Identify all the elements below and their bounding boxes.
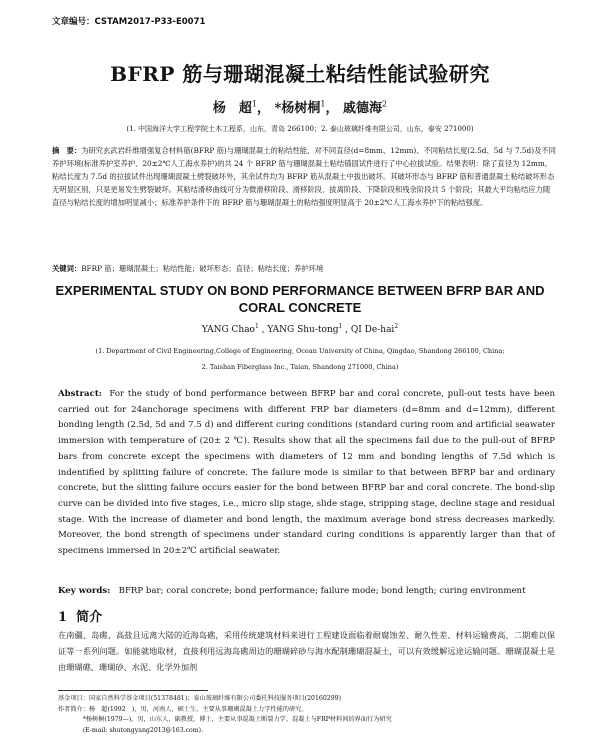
footnotes <box>58 694 555 736</box>
footnote-divider <box>58 690 208 691</box>
abstract-label: Abstract: <box>58 389 102 399</box>
footnote-line: *杨树桐(1979—)，男，山东人，副教授，博士，主要从事混凝土断裂力学、混凝土与FRP材料间的界面行为研究 <box>58 716 392 723</box>
english-abstract <box>58 387 555 560</box>
footnote-line: (E-mail: shutongyang2013@163.com). <box>58 726 204 734</box>
section-body-text: 在南疆、岛礁、高盐且远离大陆的近海岛礁，采用传统建筑材料来进行工程建设面临着耐腐蚀差、耐久性差、材料运输费高、二期难以保证等一系列问题。如能就地取材，直接利用远海岛礁周边的珊瑚碎砂与海水配制珊瑚混凝土，可以有效缓解远途运输问题。珊瑚混凝土是由珊瑚礁、珊瑚砂、水泥、化学外加剂 <box>58 630 555 672</box>
author-name: YANG Chao <box>201 325 255 335</box>
author-affiliation-mark: 1 <box>320 99 326 109</box>
footnote-line: 基金项目：国家自然科学基金项目(51378481)；泰山玻璃纤维有限公司委托科技服务项目(20160299) <box>58 695 342 702</box>
english-authors: YANG Chao$^1$ , YANG Shu-tong$^1$ , QI De-hai$^2$ <box>201 323 399 335</box>
chinese-abstract <box>52 144 557 209</box>
abstract-label: 摘 要： <box>52 146 82 155</box>
section-title: 简介 <box>76 610 103 625</box>
chinese-affiliation: (1. 中国海洋大学工程学院土木工程系，山东，青岛 266100；2. 泰山玻璃纤维有限公司，山东，泰安 271000) <box>126 125 474 133</box>
keywords-label: Key words: <box>58 586 111 596</box>
english-affiliation <box>40 343 560 375</box>
author-name: YANG Shu-tong <box>267 325 339 335</box>
chinese-keywords <box>52 264 557 274</box>
keywords-text: BFRP bar; coral concrete; bond performance; failure mode; bond length; curing environment <box>118 586 526 596</box>
section-heading <box>58 606 102 625</box>
chinese-title: BFRP 筋与珊瑚混凝土粘结性能试验研究 <box>110 62 490 86</box>
english-title: EXPERIMENTAL STUDY ON BOND PERFORMANCE BETWEEN BFRP BAR AND CORAL CONCRETE <box>55 283 545 315</box>
author-name: 戚德海 <box>342 101 382 116</box>
abstract-text: For the study of bond performance between BFRP bar and coral concrete, pull-out tests have been carried out for 24anchorage specimens with different FRP bar diameters (d=8mm and d=12mm), different bonding length (2.5d, 5d and 7.5 d) and different curing conditions (standard curing room and artificial seawater immersion with temperature of (20± 2 ℃). Results show that all the specimens fail due to the pull-out of BFRP bars from concrete except the specimens with diameters of 12 mm and bonding lengths of 7.5d which is indentified by splitting failure of concrete. The failure mode is similar to that between BFRP bar and ordinary concrete, but the slitting failure occurs easier for the bond between BFRP bar and coral concrete. The bond-slip curve can be divided into five stages, i.e., micro slip stage, slide stage, stripping stage, decline stage and residual stage. With the increase of diameter and bond length, the maximum average bond stress decreases markedly. Moreover, the bond strength of specimens under standard curing conditions is apparently larger than that of specimens immersed in 20±2℃ artificial seawater. <box>58 389 555 557</box>
footnote-line: 作者简介：杨 超(1992 )，男，河南人，硕士生，主要从事珊瑚混凝土力学性能的研究。 <box>58 705 308 713</box>
keywords-text: BFRP 筋；珊瑚混凝土；粘结性能；破坏形态；直径；粘结长度；养护环境 <box>81 264 324 273</box>
english-keywords <box>58 586 555 596</box>
author-affiliation-mark: 1 <box>254 323 259 330</box>
author-name: 杨 超 <box>212 101 252 116</box>
chinese-authors: 杨 超$^1$， *杨树桐$^1$， 戚德海$^2$ <box>212 99 388 116</box>
affiliation-line-2: 2. Taishan Fiberglass Inc., Taian, Shandong 271000, China) <box>201 363 399 371</box>
section-number: 1 <box>58 610 68 625</box>
author-affiliation-mark: 1 <box>251 99 258 109</box>
abstract-text: 为研究玄武岩纤维增强复合材料筋(BFRP 筋)与珊瑚混凝土的粘结性能，对不同直径(d=8mm、12mm)、不同粘结长度(2.5d、5d 与 7.5d)及不同养护环境(标准养护室养护、20±2℃人工海水养护)的共 24 个 BFRP 筋与珊瑚混凝土粘结锚固试件进行了中心拉拔试验。结果表明：除了直径为 12mm，粘结长度为 7.5d 的拉拔试件出现珊瑚混凝土劈裂破坏外，其余试件均为 BFRP 筋从混凝土中拔出破坏。其破坏形态与 BFRP 筋和普通混凝土粘结破坏形态无明显区别，只是更易发生劈裂破坏。其粘结滑移曲线可分为微滑移阶段、滑移阶段、拔离阶段、下降阶段和残余阶段共 5 个阶段；其最大平均粘结应力随直径与粘结长度的增加明显减小；标准养护条件下的 BFRP 筋与珊瑚混凝土的粘结强度明显高于 20±2℃人工海水养护下的粘结强度。 <box>52 146 556 207</box>
author-affiliation-mark: 2 <box>394 323 399 330</box>
author-name: QI De-hai <box>350 325 395 335</box>
document-number: 文章编号：CSTAM2017-P33-E0071 <box>52 17 206 27</box>
author-name: *杨树桐 <box>274 101 321 116</box>
author-affiliation-mark: 1 <box>338 323 343 330</box>
keywords-label: 关键词： <box>52 264 82 273</box>
affiliation-line-1: (1. Department of Civil Engineering,College of Engineering, Ocean University of China, Qingdao, Shandong 266100, China; <box>95 347 505 355</box>
author-affiliation-mark: 2 <box>382 99 388 109</box>
